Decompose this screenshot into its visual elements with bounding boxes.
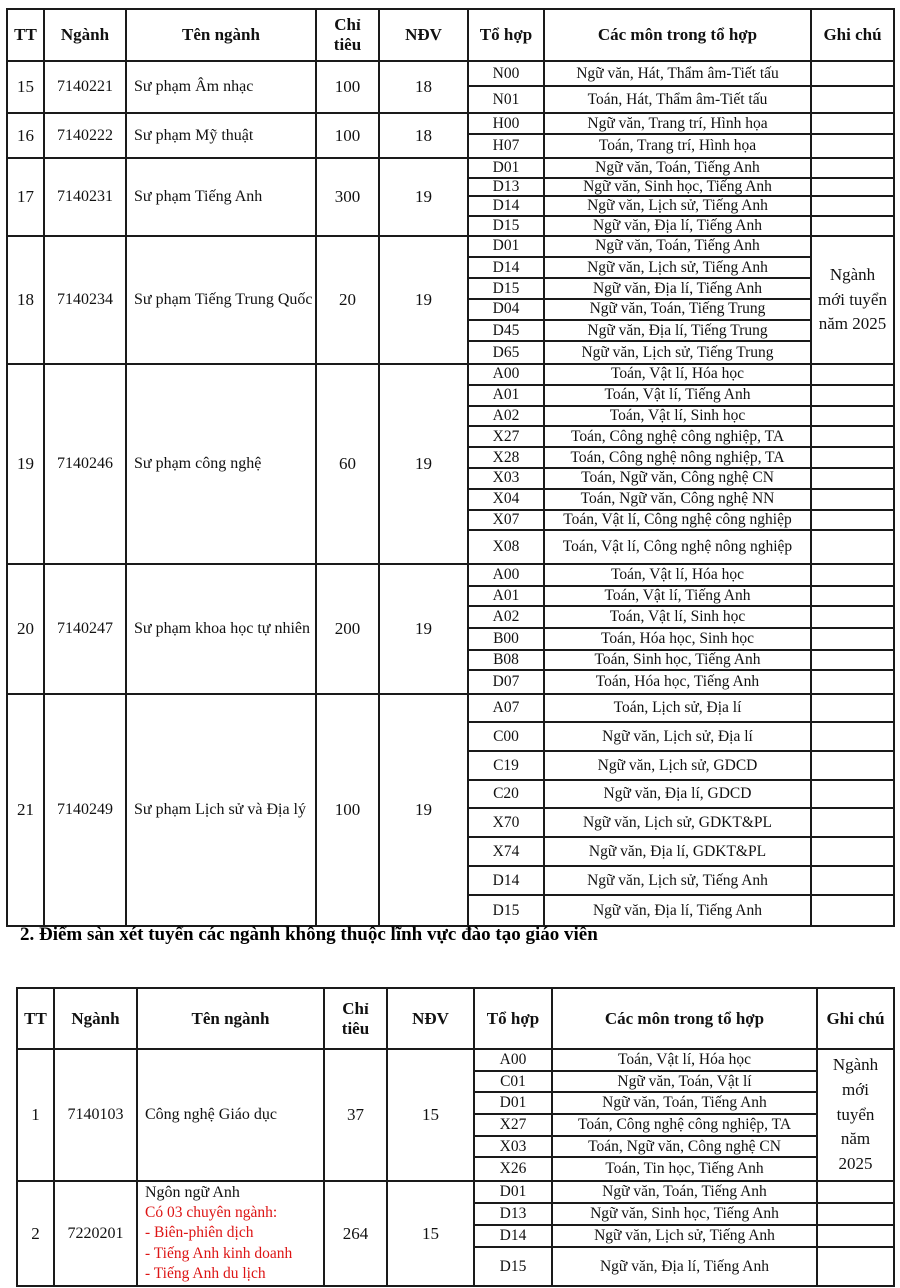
note-empty-cell xyxy=(812,781,893,809)
note-empty-cell xyxy=(812,723,893,752)
combo-code: H07 xyxy=(469,135,545,157)
cell-nganh-code: 7140249 xyxy=(45,695,127,925)
combo-subjects: Toán, Trang trí, Hình họa xyxy=(545,135,812,157)
ten-nganh-text xyxy=(134,290,313,310)
major-specialization: - Tiếng Anh du lịch xyxy=(145,1264,266,1282)
major-name: Công nghệ Giáo dục xyxy=(145,1106,277,1123)
admission-table-other-majors xyxy=(16,987,895,1287)
combo-row xyxy=(469,321,812,343)
note-empty-cell xyxy=(812,587,893,608)
cell-ten-nganh xyxy=(127,695,317,925)
col-header-nganh: Ngành xyxy=(55,989,138,1048)
combo-group xyxy=(475,1050,818,1180)
table-row xyxy=(8,237,893,365)
combo-group xyxy=(469,365,812,563)
combo-subjects: Ngữ văn, Lịch sử, Địa lí xyxy=(545,723,812,750)
combo-code: C00 xyxy=(469,723,545,750)
combo-row xyxy=(475,1137,818,1159)
note-text: Ngành mới tuyển năm 2025 xyxy=(818,265,887,334)
cell-chi-tieu: 60 xyxy=(317,365,380,563)
table-row xyxy=(18,1182,893,1285)
combo-subjects: Toán, Vật lí, Công nghệ công nghiệp xyxy=(545,511,812,530)
combo-row xyxy=(475,1072,818,1094)
cell-ndv: 19 xyxy=(380,159,469,235)
combo-subjects: Ngữ văn, Toán, Tiếng Anh xyxy=(545,159,812,177)
cell-nganh-code: 7140247 xyxy=(45,565,127,693)
combo-subjects: Ngữ văn, Lịch sử, GDCD xyxy=(545,752,812,779)
note-empty-cell xyxy=(812,629,893,651)
major-name: Sư phạm Âm nhạc xyxy=(134,78,254,95)
cell-chi-tieu: 20 xyxy=(317,237,380,363)
combo-code: X26 xyxy=(475,1158,553,1180)
combo-row xyxy=(469,197,812,217)
combo-group xyxy=(469,695,812,925)
col-header-chi-tieu: Chỉ tiêu xyxy=(325,989,388,1048)
cell-chi-tieu: 300 xyxy=(317,159,380,235)
cell-ndv: 19 xyxy=(380,565,469,693)
combo-code: A01 xyxy=(469,386,545,405)
note-empty-cell xyxy=(812,407,893,428)
combo-group xyxy=(469,159,812,235)
combo-row xyxy=(469,629,812,651)
note-empty-cell xyxy=(812,651,893,672)
combo-row xyxy=(469,300,812,321)
combo-code: X03 xyxy=(475,1137,553,1157)
ten-nganh-text xyxy=(134,126,253,146)
major-name: Sư phạm khoa học tự nhiên xyxy=(134,620,310,637)
major-name: Sư phạm Tiếng Trung Quốc xyxy=(134,291,313,308)
combo-row xyxy=(469,511,812,532)
combo-code: X04 xyxy=(469,490,545,509)
note-empty-cell xyxy=(812,448,893,469)
note-empty-cell xyxy=(812,469,893,490)
cell-ten-nganh xyxy=(138,1182,325,1285)
cell-ndv: 15 xyxy=(388,1182,475,1285)
cell-ten-nganh xyxy=(127,565,317,693)
combo-subjects: Ngữ văn, Lịch sử, Tiếng Trung xyxy=(545,342,812,363)
combo-row xyxy=(469,671,812,693)
combo-subjects: Ngữ văn, Lịch sử, GDKT&PL xyxy=(545,809,812,836)
note-empty-cell xyxy=(812,695,893,723)
combo-code: D01 xyxy=(475,1093,553,1113)
col-header-ghi-chu: Ghi chú xyxy=(823,25,882,45)
note-empty-cell xyxy=(812,135,893,157)
major-name: Sư phạm Mỹ thuật xyxy=(134,126,254,144)
note-empty-cell xyxy=(812,531,893,563)
combo-code: C20 xyxy=(469,781,545,807)
cell-ndv: 18 xyxy=(380,62,469,112)
combo-row xyxy=(469,159,812,179)
section-2-heading: 2. Điểm sàn xét tuyển các ngành không thuộc lĩnh vực đào tạo giáo viên xyxy=(20,924,598,945)
combo-row xyxy=(469,490,812,511)
col-header-ndv: NĐV xyxy=(380,10,469,60)
combo-code: N00 xyxy=(469,62,545,85)
combo-code: X27 xyxy=(469,427,545,446)
cell-ten-nganh xyxy=(138,1050,325,1180)
combo-subjects: Ngữ văn, Lịch sử, Tiếng Anh xyxy=(545,258,812,278)
combo-row xyxy=(469,723,812,752)
combo-subjects: Ngữ văn, Sinh học, Tiếng Anh xyxy=(545,179,812,196)
note-text: Ngành mới tuyển năm 2025 xyxy=(832,1055,879,1173)
cell-nganh-code: 7140234 xyxy=(45,237,127,363)
ten-nganh-text xyxy=(134,187,262,207)
combo-subjects: Toán, Vật lí, Công nghệ nông nghiệp xyxy=(545,531,812,563)
col-header-tt: TT xyxy=(18,989,55,1048)
combo-group xyxy=(469,114,812,157)
ten-nganh-text xyxy=(134,800,306,820)
cell-tt: 19 xyxy=(8,365,45,563)
note-empty-cell xyxy=(812,896,893,925)
col-header-chi-tieu: Chỉ tiêu xyxy=(317,10,380,60)
note-empty-cell xyxy=(812,427,893,448)
combo-subjects: Toán, Tin học, Tiếng Anh xyxy=(553,1158,818,1180)
note-empty-cell xyxy=(812,114,893,135)
combo-subjects: Toán, Ngữ văn, Công nghệ NN xyxy=(545,490,812,509)
note-empty-cell xyxy=(818,1248,893,1285)
ten-nganh-text xyxy=(134,77,253,97)
combo-group xyxy=(475,1182,818,1285)
combo-code: D15 xyxy=(469,279,545,298)
combo-row xyxy=(475,1093,818,1115)
combo-row xyxy=(475,1226,818,1248)
note-empty-cell xyxy=(818,1182,893,1204)
combo-subjects: Ngữ văn, Địa lí, GDCD xyxy=(545,781,812,807)
cell-tt: 20 xyxy=(8,565,45,693)
combo-code: X07 xyxy=(469,511,545,530)
cell-nganh-code: 7140221 xyxy=(45,62,127,112)
note-empty-cell xyxy=(818,1226,893,1248)
combo-row xyxy=(469,386,812,407)
cell-chi-tieu: 264 xyxy=(325,1182,388,1285)
combo-code: A00 xyxy=(469,365,545,384)
combo-code: C19 xyxy=(469,752,545,779)
note-empty-cell xyxy=(818,1204,893,1226)
major-specialization: Có 03 chuyên ngành: xyxy=(145,1204,278,1222)
combo-row xyxy=(475,1115,818,1137)
combo-subjects: Ngữ văn, Địa lí, Tiếng Anh xyxy=(553,1248,818,1285)
cell-chi-tieu: 100 xyxy=(317,62,380,112)
combo-subjects: Toán, Hát, Thẩm âm-Tiết tấu xyxy=(545,87,812,112)
combo-row xyxy=(469,279,812,300)
combo-code: A02 xyxy=(469,607,545,627)
combo-subjects: Toán, Vật lí, Sinh học xyxy=(545,407,812,426)
cell-nganh-code: 7140231 xyxy=(45,159,127,235)
combo-row xyxy=(469,607,812,629)
cell-nganh-code: 7140222 xyxy=(45,114,127,157)
combo-subjects: Ngữ văn, Địa lí, Tiếng Anh xyxy=(545,279,812,298)
combo-row xyxy=(469,565,812,587)
combo-code: D13 xyxy=(469,179,545,196)
note-empty-cell xyxy=(812,838,893,867)
combo-row xyxy=(475,1158,818,1180)
cell-chi-tieu: 100 xyxy=(317,695,380,925)
cell-tt: 1 xyxy=(18,1050,55,1180)
major-name: Ngôn ngữ Anh xyxy=(145,1184,240,1202)
combo-code: X28 xyxy=(469,448,545,467)
ten-nganh-text xyxy=(134,619,310,639)
col-header-cac-mon: Các môn trong tổ hợp xyxy=(553,989,818,1048)
col-header-nganh: Ngành xyxy=(45,10,127,60)
note-empty-cell xyxy=(812,159,893,179)
combo-row xyxy=(469,237,812,258)
combo-subjects: Ngữ văn, Sinh học, Tiếng Anh xyxy=(553,1204,818,1224)
cell-tt: 17 xyxy=(8,159,45,235)
cell-ten-nganh xyxy=(127,114,317,157)
combo-subjects: Toán, Vật lí, Tiếng Anh xyxy=(545,386,812,405)
combo-code: B00 xyxy=(469,629,545,649)
ten-nganh-text xyxy=(145,1105,277,1125)
combo-subjects: Toán, Lịch sử, Địa lí xyxy=(545,695,812,721)
cell-nganh-code: 7140103 xyxy=(55,1050,138,1180)
table-row xyxy=(8,114,893,159)
combo-code: A01 xyxy=(469,587,545,606)
combo-row xyxy=(475,1182,818,1204)
cell-ten-nganh xyxy=(127,237,317,363)
combo-code: C01 xyxy=(475,1072,553,1092)
col-header-cac-mon: Các môn trong tổ hợp xyxy=(545,10,812,60)
combo-code: D07 xyxy=(469,671,545,693)
note-empty-cell xyxy=(812,490,893,511)
cell-ndv: 19 xyxy=(380,695,469,925)
cell-tt: 15 xyxy=(8,62,45,112)
combo-code: D15 xyxy=(469,896,545,925)
table-header-row xyxy=(8,10,893,62)
cell-ghi-chu xyxy=(812,565,893,693)
cell-tt: 18 xyxy=(8,237,45,363)
combo-row xyxy=(469,469,812,490)
combo-row xyxy=(475,1204,818,1226)
cell-nganh-code: 7140246 xyxy=(45,365,127,563)
col-header-to-hop: Tổ hợp xyxy=(469,10,545,60)
combo-row xyxy=(469,695,812,723)
combo-subjects: Ngữ văn, Lịch sử, Tiếng Anh xyxy=(545,867,812,894)
combo-subjects: Toán, Hóa học, Tiếng Anh xyxy=(545,671,812,693)
combo-subjects: Ngữ văn, Toán, Tiếng Anh xyxy=(545,237,812,256)
table-row xyxy=(8,62,893,114)
col-header-ten-nganh: Tên ngành xyxy=(138,989,325,1048)
combo-row xyxy=(469,342,812,363)
combo-subjects: Toán, Vật lí, Hóa học xyxy=(545,365,812,384)
col-header-tt: TT xyxy=(8,10,45,60)
combo-subjects: Ngữ văn, Toán, Tiếng Trung xyxy=(545,300,812,319)
combo-code: D14 xyxy=(475,1226,553,1246)
cell-ghi-chu xyxy=(812,695,893,925)
combo-row xyxy=(475,1248,818,1285)
cell-chi-tieu: 37 xyxy=(325,1050,388,1180)
note-empty-cell xyxy=(812,62,893,87)
cell-ndv: 19 xyxy=(380,237,469,363)
combo-row xyxy=(469,896,812,925)
note-empty-cell xyxy=(812,809,893,838)
combo-subjects: Ngữ văn, Địa lí, GDKT&PL xyxy=(545,838,812,865)
table-row xyxy=(8,159,893,237)
ten-nganh-text xyxy=(134,454,261,474)
combo-code: D65 xyxy=(469,342,545,363)
combo-row xyxy=(469,752,812,781)
col-header-to-hop: Tổ hợp xyxy=(475,989,553,1048)
cell-ndv: 15 xyxy=(388,1050,475,1180)
combo-row xyxy=(469,258,812,280)
combo-subjects: Ngữ văn, Toán, Tiếng Anh xyxy=(553,1093,818,1113)
combo-row xyxy=(469,448,812,469)
combo-row xyxy=(469,114,812,135)
combo-code: X74 xyxy=(469,838,545,865)
combo-subjects: Ngữ văn, Địa lí, Tiếng Anh xyxy=(545,217,812,235)
combo-row xyxy=(469,867,812,896)
combo-subjects: Ngữ văn, Lịch sử, Tiếng Anh xyxy=(553,1226,818,1246)
cell-ghi-chu xyxy=(818,1050,893,1180)
cell-ndv: 19 xyxy=(380,365,469,563)
note-empty-cell xyxy=(812,179,893,198)
combo-code: D13 xyxy=(475,1204,553,1224)
combo-row xyxy=(469,179,812,198)
cell-chi-tieu: 100 xyxy=(317,114,380,157)
combo-row xyxy=(469,407,812,428)
combo-subjects: Toán, Vật lí, Hóa học xyxy=(553,1050,818,1070)
table-row xyxy=(8,565,893,695)
combo-row xyxy=(469,531,812,563)
major-specialization: - Biên-phiên dịch xyxy=(145,1224,254,1242)
note-empty-cell xyxy=(812,217,893,235)
combo-subjects: Ngữ văn, Toán, Vật lí xyxy=(553,1072,818,1092)
cell-ghi-chu xyxy=(812,114,893,157)
combo-code: X03 xyxy=(469,469,545,488)
combo-code: D01 xyxy=(475,1182,553,1202)
cell-ghi-chu xyxy=(812,365,893,563)
cell-ghi-chu xyxy=(812,159,893,235)
combo-code: A00 xyxy=(469,565,545,585)
combo-code: X70 xyxy=(469,809,545,836)
col-header-ndv: NĐV xyxy=(388,989,475,1048)
major-name: Sư phạm Tiếng Anh xyxy=(134,188,263,205)
combo-subjects: Ngữ văn, Hát, Thẩm âm-Tiết tấu xyxy=(545,62,812,85)
note-empty-cell xyxy=(812,867,893,896)
combo-code: D01 xyxy=(469,237,545,256)
combo-code: A02 xyxy=(469,407,545,426)
combo-subjects: Toán, Sinh học, Tiếng Anh xyxy=(545,651,812,670)
table-row xyxy=(8,695,893,925)
cell-nganh-code: 7220201 xyxy=(55,1182,138,1285)
combo-row xyxy=(469,781,812,809)
major-name: Sư phạm công nghệ xyxy=(134,455,262,472)
cell-tt: 16 xyxy=(8,114,45,157)
cell-ghi-chu xyxy=(818,1182,893,1285)
combo-subjects: Ngữ văn, Toán, Tiếng Anh xyxy=(553,1182,818,1202)
combo-code: N01 xyxy=(469,87,545,112)
combo-code: D15 xyxy=(469,217,545,235)
combo-code: D04 xyxy=(469,300,545,319)
table-header-row xyxy=(18,989,893,1050)
combo-code: X08 xyxy=(469,531,545,563)
combo-subjects: Toán, Ngữ văn, Công nghệ CN xyxy=(553,1137,818,1157)
combo-row xyxy=(469,427,812,448)
cell-chi-tieu: 200 xyxy=(317,565,380,693)
table-row xyxy=(8,365,893,565)
combo-code: D14 xyxy=(469,258,545,278)
cell-ndv: 18 xyxy=(380,114,469,157)
combo-row xyxy=(469,87,812,112)
col-header-ten-nganh: Tên ngành xyxy=(127,10,317,60)
combo-code: A00 xyxy=(475,1050,553,1070)
combo-row xyxy=(469,809,812,838)
combo-subjects: Toán, Hóa học, Sinh học xyxy=(545,629,812,649)
combo-subjects: Toán, Vật lí, Sinh học xyxy=(545,607,812,627)
combo-row xyxy=(469,838,812,867)
combo-subjects: Toán, Công nghệ công nghiệp, TA xyxy=(553,1115,818,1135)
major-specialization: - Tiếng Anh kinh doanh xyxy=(145,1244,293,1262)
combo-row xyxy=(469,62,812,87)
combo-code: X27 xyxy=(475,1115,553,1135)
combo-code: D15 xyxy=(475,1248,553,1285)
note-empty-cell xyxy=(812,565,893,587)
combo-code: D14 xyxy=(469,867,545,894)
cell-ghi-chu xyxy=(812,237,893,363)
cell-ten-nganh xyxy=(127,159,317,235)
cell-tt: 21 xyxy=(8,695,45,925)
note-empty-cell xyxy=(812,87,893,112)
note-empty-cell xyxy=(812,511,893,532)
combo-subjects: Ngữ văn, Địa lí, Tiếng Anh xyxy=(545,896,812,925)
combo-row xyxy=(469,587,812,608)
combo-group xyxy=(469,237,812,363)
combo-code: D14 xyxy=(469,197,545,215)
combo-row xyxy=(469,135,812,157)
combo-code: D01 xyxy=(469,159,545,177)
combo-subjects: Toán, Ngữ văn, Công nghệ CN xyxy=(545,469,812,488)
cell-ten-nganh xyxy=(127,62,317,112)
combo-group xyxy=(469,62,812,112)
combo-code: A07 xyxy=(469,695,545,721)
col-header-ghi-chu: Ghi chú xyxy=(826,1008,885,1028)
cell-tt: 2 xyxy=(18,1182,55,1285)
combo-subjects: Toán, Vật lí, Hóa học xyxy=(545,565,812,585)
table-row xyxy=(18,1050,893,1182)
combo-code: B08 xyxy=(469,651,545,670)
combo-row xyxy=(469,365,812,386)
combo-row xyxy=(475,1050,818,1072)
note-empty-cell xyxy=(812,607,893,629)
note-empty-cell xyxy=(812,671,893,693)
combo-row xyxy=(469,651,812,672)
combo-group xyxy=(469,565,812,693)
ten-nganh-text xyxy=(145,1183,292,1284)
cell-ghi-chu xyxy=(812,62,893,112)
combo-subjects: Toán, Vật lí, Tiếng Anh xyxy=(545,587,812,606)
cell-ten-nganh xyxy=(127,365,317,563)
note-empty-cell xyxy=(812,386,893,407)
combo-subjects: Ngữ văn, Trang trí, Hình họa xyxy=(545,114,812,133)
admission-table-teacher-majors xyxy=(6,8,895,927)
combo-subjects: Ngữ văn, Lịch sử, Tiếng Anh xyxy=(545,197,812,215)
combo-code: D45 xyxy=(469,321,545,341)
note-empty-cell xyxy=(812,365,893,386)
major-name: Sư phạm Lịch sử và Địa lý xyxy=(134,801,306,818)
note-empty-cell xyxy=(812,752,893,781)
note-empty-cell xyxy=(812,197,893,217)
combo-subjects: Toán, Công nghệ nông nghiệp, TA xyxy=(545,448,812,467)
combo-subjects: Ngữ văn, Địa lí, Tiếng Trung xyxy=(545,321,812,341)
combo-subjects: Toán, Công nghệ công nghiệp, TA xyxy=(545,427,812,446)
combo-row xyxy=(469,217,812,235)
combo-code: H00 xyxy=(469,114,545,133)
